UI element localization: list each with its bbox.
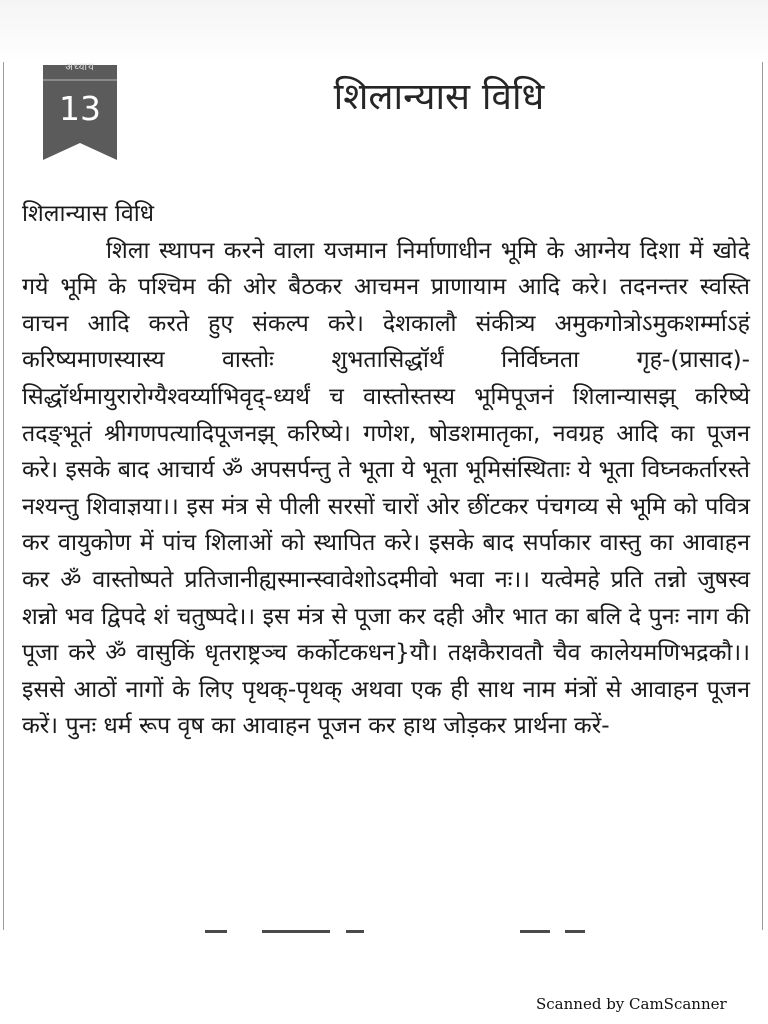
text-fragment <box>262 930 330 933</box>
cropped-text-line <box>0 926 768 944</box>
text-fragment <box>565 930 585 933</box>
text-fragment <box>520 930 550 933</box>
page-title: शिलान्यास विधि <box>333 75 545 118</box>
scanner-watermark: Scanned by CamScanner <box>536 995 727 1013</box>
chapter-number: 13 <box>59 89 101 128</box>
section-heading: शिलान्यास विधि <box>22 200 155 227</box>
document-body <box>22 196 750 745</box>
left-page-border <box>3 62 4 930</box>
body-paragraph: शिला स्थापन करने वाला यजमान निर्माणाधीन भूमि के आग्नेय दिशा में खोदे गये भूमि के पश्चिम की ओर बैठकर आचमन प्राणायाम आदि करे। तदनन्तर स्वस्ति वाचन आदि करते हुए संकल्प करे। देशकालौ संकीत्र्य अमुकगोत्रोऽमुकशर्म्माऽहं करिष्यमाणस्यास्य वास्तोः शुभतासिद्धॉर्थं निर्विघ्नता गृह-(प्रासाद)-सिद्धॉर्थमायुरारोग्यैश्वर्य्याभिवृद्-ध्यर्थं च वास्तोस्तस्य भूमिपूजनं शिलान्यासझ् करिष्ये तदङ्भूतं श्रीगणपत्यादिपूजनझ् करिष्ये। गणेश, षोडशमातृका, नवग्रह आदि का पूजन करे। इसके बाद आचार्य ॐ अपसर्पन्तु ते भूता ये भूता भूमिसंस्थिताः ये भूता विघ्नकर्तारस्ते नश्यन्तु शिवाज्ञया।। इस मंत्र से पीली सरसों चारों ओर छींटकर पंचगव्य से भूमि को पवित्र कर वायुकोण में पांच शिलाओं को स्थापित करे। इसके बाद सर्पाकार वास्तु का आवाहन कर ॐ वास्तोष्पते प्रतिजानीह्यस्मान्स्वावेशोऽदमीवो भवा नः।। यत्वेमहे प्रति तन्नो जुषस्व शन्नो भव द्विपदे शं चतुष्पदे।। इस मंत्र से पूजा कर दही और भात का बलि दे पुनः नाग की पूजा करे ॐ वासुकिं धृतराष्ट्रञ्च कर्कोटकधन}यौ। तक्षकैरावतौ चैव कालेयमणिभद्रकौ।। इससे आठों नागों के लिए पृथक्-पृथक् अथवा एक ही साथ नाम मंत्रों से आवाहन पूजन करें। पुनः धर्म रूप वृष का आवाहन पूजन कर हाथ जोड़कर प्रार्थना करें- <box>22 236 750 740</box>
chapter-kicker-label: अध्याय <box>65 62 95 73</box>
text-fragment <box>205 930 227 933</box>
right-page-border <box>762 62 763 930</box>
text-fragment <box>346 930 364 933</box>
page-top-edge <box>0 0 768 62</box>
